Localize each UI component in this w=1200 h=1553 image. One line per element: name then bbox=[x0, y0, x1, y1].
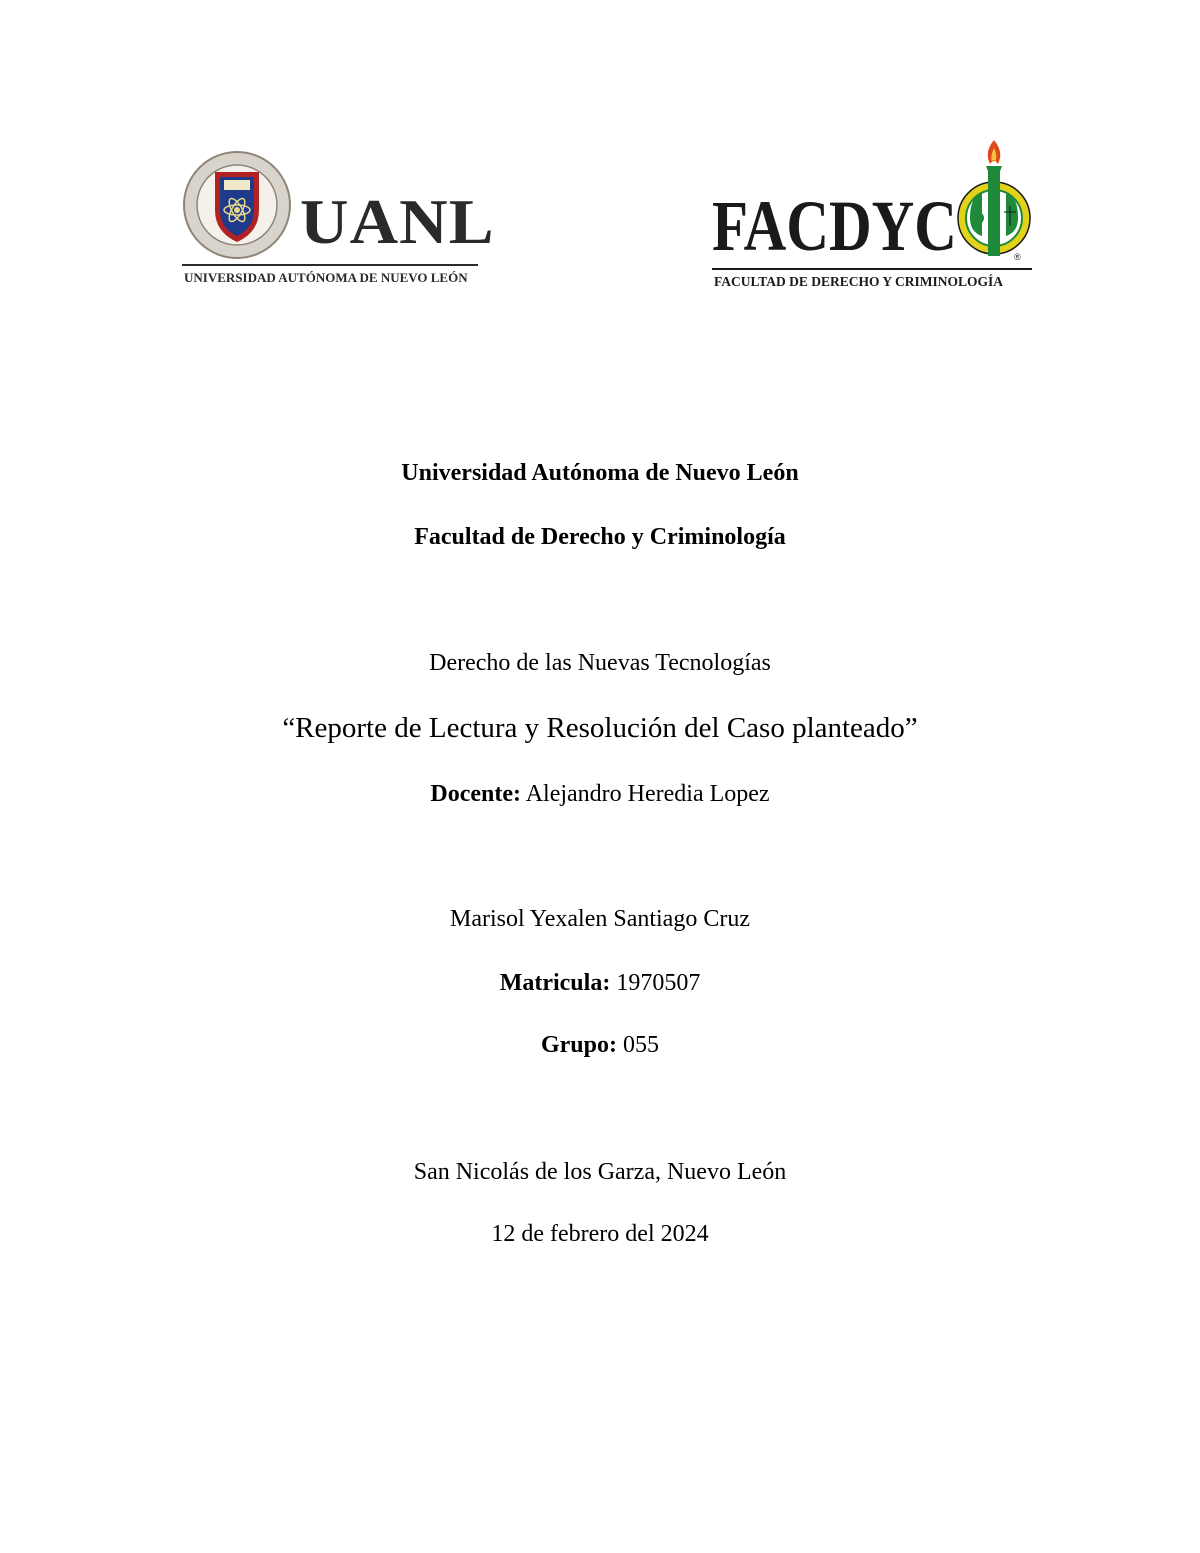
id-line bbox=[0, 968, 1200, 998]
uanl-logo bbox=[182, 150, 495, 290]
faculty-name: Facultad de Derecho y Criminología bbox=[414, 524, 786, 550]
report-title: “Reporte de Lectura y Resolución del Caso planteado” bbox=[282, 712, 918, 744]
uanl-divider bbox=[182, 264, 478, 266]
university-name: Universidad Autónoma de Nuevo León bbox=[401, 460, 799, 486]
subject-name: Derecho de las Nuevas Tecnologías bbox=[429, 650, 771, 676]
facdyc-torch-seal-icon bbox=[952, 136, 1032, 268]
group-line bbox=[0, 1030, 1200, 1060]
group-label: Grupo: bbox=[540, 1032, 617, 1058]
teacher-label: Docente: bbox=[430, 781, 522, 807]
id-value: 1970507 bbox=[616, 970, 701, 996]
facdyc-full-name: FACULTAD DE DERECHO Y CRIMINOLOGÍA bbox=[714, 274, 1004, 289]
registered-mark: ® bbox=[1014, 252, 1021, 262]
facdyc-divider bbox=[712, 268, 1032, 270]
group-value: 055 bbox=[623, 1032, 659, 1058]
uanl-full-name: UNIVERSIDAD AUTÓNOMA DE NUEVO LEÓN bbox=[184, 270, 468, 285]
id-label: Matricula: bbox=[499, 970, 611, 996]
uanl-wordmark: UANL bbox=[300, 186, 495, 257]
date: 12 de febrero del 2024 bbox=[491, 1221, 709, 1247]
student-name: Marisol Yexalen Santiago Cruz bbox=[450, 906, 750, 932]
location: San Nicolás de los Garza, Nuevo León bbox=[413, 1159, 787, 1185]
facdyc-wordmark: FACDYC bbox=[712, 186, 957, 266]
facdyc-logo bbox=[712, 136, 1037, 296]
teacher-name: Alejandro Heredia Lopez bbox=[525, 781, 770, 807]
teacher-line bbox=[0, 779, 1200, 809]
uanl-seal-icon bbox=[182, 150, 292, 260]
